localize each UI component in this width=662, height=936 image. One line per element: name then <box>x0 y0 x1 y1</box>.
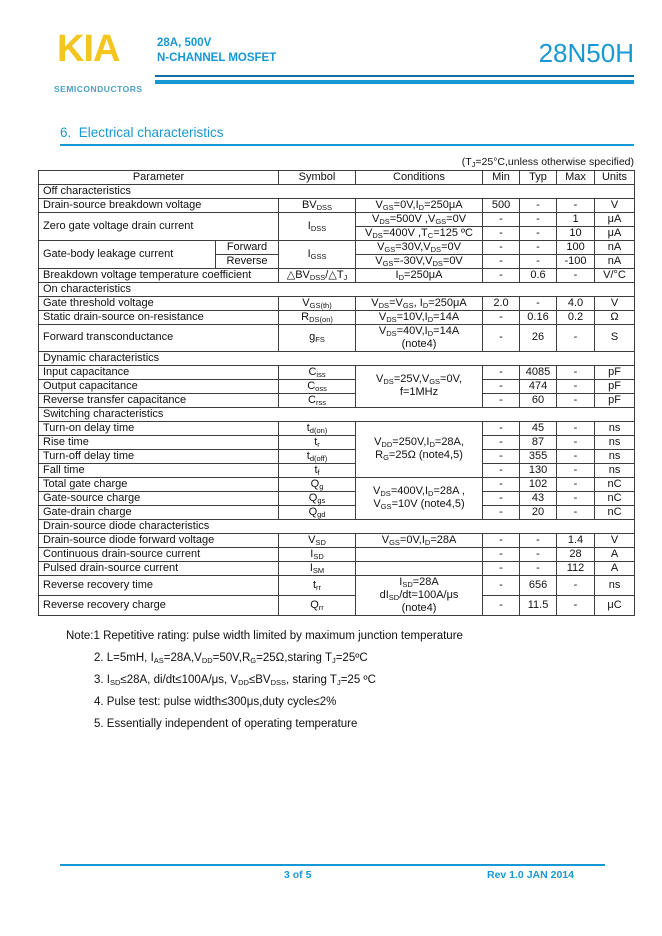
table-cell: - <box>483 595 520 615</box>
table-cell: $V_{GS}=-30V,V_{DS}=0V$ <box>356 255 483 269</box>
table-row <box>39 491 635 505</box>
note-line: 4. Pulse test: pulse width≤300μs,duty cycle≤2% <box>94 696 337 708</box>
table-cell: Drain-source diode forward voltage <box>39 533 279 547</box>
table-cell: 26 <box>520 325 557 352</box>
table-cell: $Q_{gs}$ <box>279 491 356 505</box>
table-cell: $t_{d(off)}$ <box>279 449 356 463</box>
table-cell <box>356 547 483 561</box>
table-cell: nC <box>595 491 635 505</box>
table-cell: nC <box>595 505 635 519</box>
table-cell: $V_{DS}=500V$ $,V_{GS}=0V$ <box>356 213 483 227</box>
table-cell: On characteristics <box>39 283 635 297</box>
table-cell: 10 <box>557 227 595 241</box>
table-cell: Forward transconductance <box>39 325 279 352</box>
note-line: Note:1 Repetitive rating: pulse width limited by maximum junction temperature <box>66 630 463 642</box>
table-cell: $Q_{rr}$ <box>279 595 356 615</box>
table-cell: $Q_{gd}$ <box>279 505 356 519</box>
table-cell: - <box>483 269 520 283</box>
device-rating: 28A, 500V <box>157 37 212 49</box>
table-cell: $I_D=250\mu A$ <box>356 269 483 283</box>
table-cell: Gate-body leakage current <box>39 241 216 269</box>
logo-subtitle: SEMICONDUCTORS <box>54 84 143 94</box>
table-row <box>39 505 635 519</box>
table-cell: Forward <box>216 241 279 255</box>
table-cell: ns <box>595 463 635 477</box>
table-cell: - <box>557 505 595 519</box>
column-header: Parameter <box>39 171 279 185</box>
test-conditions-note: ($T_J=25^\circ C,unless$ otherwise specified) <box>461 156 634 169</box>
part-number: 28N50H <box>538 38 634 68</box>
table-cell: 60 <box>520 393 557 407</box>
table-cell: $V_{GS}=0V,I_D=28A$ <box>356 533 483 547</box>
table-row <box>39 575 635 595</box>
table-cell: 0.6 <box>520 269 557 283</box>
section-title: 6. Electrical characteristics <box>60 125 634 146</box>
table-cell: Gate-source charge <box>39 491 279 505</box>
table-cell: ns <box>595 421 635 435</box>
table-cell: $V_{DS}=10V,I_D=14A$ <box>356 311 483 325</box>
section-row <box>39 519 635 533</box>
note-line: 2. L=5mH, $I_{AS}=28A,V_{DD}=50V,R_G=25\Omega,staring$ $T_J=25ºC$ <box>94 652 368 665</box>
table-cell: 11.5 <box>520 595 557 615</box>
table-cell: Drain-source breakdown voltage <box>39 199 279 213</box>
table-row <box>39 241 635 255</box>
table-cell: pF <box>595 393 635 407</box>
header-rule-thin <box>155 75 634 77</box>
table-cell: - <box>557 269 595 283</box>
table-cell: Pulsed drain-source current <box>39 561 279 575</box>
table-cell: 4.0 <box>557 297 595 311</box>
table-cell: - <box>483 213 520 227</box>
table-cell: Static drain-source on-resistance <box>39 311 279 325</box>
header-rule-thick <box>155 80 634 84</box>
table-cell: 100 <box>557 241 595 255</box>
table-cell: Reverse <box>216 255 279 269</box>
column-header: Min <box>483 171 520 185</box>
table-cell: - <box>557 435 595 449</box>
kia-logo: KIA <box>57 28 120 70</box>
table-cell: - <box>483 325 520 352</box>
table-row <box>39 269 635 283</box>
table-row <box>39 379 635 393</box>
table-cell: - <box>520 547 557 561</box>
table-cell: 20 <box>520 505 557 519</box>
table-cell: - <box>557 491 595 505</box>
table-cell: - <box>557 365 595 379</box>
table-cell: $R_{DS(on)}$ <box>279 311 356 325</box>
table-row <box>39 325 635 352</box>
table-cell: - <box>483 561 520 575</box>
table-cell: - <box>557 463 595 477</box>
table-row <box>39 199 635 213</box>
table-cell: - <box>557 421 595 435</box>
table-cell: pF <box>595 379 635 393</box>
table-cell: V <box>595 199 635 213</box>
table-row <box>39 449 635 463</box>
table-cell: - <box>483 365 520 379</box>
table-cell: Reverse recovery charge <box>39 595 279 615</box>
table-cell: 28 <box>557 547 595 561</box>
table-cell: $V_{DS}=25V,V_{GS}=0V$, f=1MHz <box>356 365 483 407</box>
table-cell: - <box>557 449 595 463</box>
table-cell: $t_f$ <box>279 463 356 477</box>
table-cell: 112 <box>557 561 595 575</box>
table-cell: $\triangle BV_{DSS}/\triangle T_J$ <box>279 269 356 283</box>
table-row <box>39 393 635 407</box>
table-cell: 2.0 <box>483 297 520 311</box>
table-cell: Off characteristics <box>39 185 635 199</box>
table-cell <box>356 561 483 575</box>
table-cell: Rise time <box>39 435 279 449</box>
table-row <box>39 421 635 435</box>
table-cell: Fall time <box>39 463 279 477</box>
table-cell: Switching characteristics <box>39 407 635 421</box>
table-cell: - <box>520 297 557 311</box>
table-header-row <box>39 171 635 185</box>
table-cell: Turn-on delay time <box>39 421 279 435</box>
table-cell: pF <box>595 365 635 379</box>
table-row <box>39 561 635 575</box>
table-cell: ns <box>595 449 635 463</box>
table-cell: Breakdown voltage temperature coefficient <box>39 269 279 283</box>
table-cell: - <box>483 227 520 241</box>
table-cell: - <box>483 393 520 407</box>
table-row <box>39 365 635 379</box>
table-cell: - <box>483 477 520 491</box>
table-cell: nC <box>595 477 635 491</box>
table-cell: 1.4 <box>557 533 595 547</box>
table-cell: - <box>483 255 520 269</box>
table-cell: Reverse recovery time <box>39 575 279 595</box>
table-cell: $g_{FS}$ <box>279 325 356 352</box>
table-cell: $I_{SD}=28A$ $dI_{SD}/dt=100A/\mu s$ (note4) <box>356 575 483 615</box>
table-cell: $Q_g$ <box>279 477 356 491</box>
table-cell: $V_{GS(th)}$ <box>279 297 356 311</box>
column-header: Units <box>595 171 635 185</box>
table-cell: - <box>520 199 557 213</box>
table-cell: - <box>557 477 595 491</box>
table-cell: - <box>483 435 520 449</box>
table-cell: Continuous drain-source current <box>39 547 279 561</box>
table-cell: Input capacitance <box>39 365 279 379</box>
table-cell: $V_{DS}=400V,I_D=28A$ , $V_{GS}=10V$ (note4,5) <box>356 477 483 519</box>
table-cell: - <box>483 575 520 595</box>
table-cell: $C_{iss}$ <box>279 365 356 379</box>
table-row <box>39 477 635 491</box>
table-cell: $V_{GS}=30V,V_{DS}=0V$ <box>356 241 483 255</box>
device-type: N-CHANNEL MOSFET <box>157 52 277 64</box>
table-cell: - <box>483 505 520 519</box>
table-cell: 45 <box>520 421 557 435</box>
section-row <box>39 283 635 297</box>
table-cell: ns <box>595 435 635 449</box>
table-cell: 0.16 <box>520 311 557 325</box>
table-cell: $C_{oss}$ <box>279 379 356 393</box>
table-cell: ns <box>595 575 635 595</box>
page-number: 3 of 5 <box>284 869 312 881</box>
table-row <box>39 595 635 615</box>
table-cell: - <box>483 379 520 393</box>
table-cell: - <box>483 311 520 325</box>
table-cell: Output capacitance <box>39 379 279 393</box>
notes-block <box>66 630 463 740</box>
table-cell: $V_{DS}=V_{GS}$, $I_D=250\mu A$ <box>356 297 483 311</box>
table-cell: $t_r$ <box>279 435 356 449</box>
table-cell: - <box>520 227 557 241</box>
table-cell: 43 <box>520 491 557 505</box>
table-cell: A <box>595 561 635 575</box>
table-cell: Total gate charge <box>39 477 279 491</box>
table-cell: $V_{DS}=40V,I_D=14A$ (note4) <box>356 325 483 352</box>
table-cell: $t_{rr}$ <box>279 575 356 595</box>
table-cell: $BV_{DSS}$ <box>279 199 356 213</box>
footer-rule <box>60 864 605 866</box>
table-cell: - <box>520 255 557 269</box>
table-cell: Ω <box>595 311 635 325</box>
table-cell: $I_{DSS}$ <box>279 213 356 241</box>
table-cell: 500 <box>483 199 520 213</box>
table-cell: - <box>520 241 557 255</box>
table-cell: - <box>557 379 595 393</box>
table-cell: nA <box>595 241 635 255</box>
table-cell: $I_{GSS}$ <box>279 241 356 269</box>
section-row <box>39 407 635 421</box>
table-cell: Zero gate voltage drain current <box>39 213 279 241</box>
table-cell: - <box>520 213 557 227</box>
table-cell: μA <box>595 213 635 227</box>
table-cell: 87 <box>520 435 557 449</box>
table-row <box>39 533 635 547</box>
table-cell: - <box>483 449 520 463</box>
column-header: Max <box>557 171 595 185</box>
table-cell: - <box>483 547 520 561</box>
table-cell: 0.2 <box>557 311 595 325</box>
note-line: 5. Essentially independent of operating temperature <box>94 718 358 730</box>
table-cell: - <box>483 533 520 547</box>
table-cell: $I_{SM}$ <box>279 561 356 575</box>
table-cell: V <box>595 297 635 311</box>
column-header: Typ <box>520 171 557 185</box>
table-cell: $V_{DD}=250V,I_D=28A$, $R_G=25\Omega$ (note4,5) <box>356 421 483 477</box>
table-cell: $C_{rss}$ <box>279 393 356 407</box>
table-cell: Dynamic characteristics <box>39 351 635 365</box>
table-cell: - <box>557 199 595 213</box>
column-header: Symbol <box>279 171 356 185</box>
table-cell: - <box>483 421 520 435</box>
table-cell: μA <box>595 227 635 241</box>
table-cell: 130 <box>520 463 557 477</box>
table-cell: - <box>557 325 595 352</box>
table-cell: V/°C <box>595 269 635 283</box>
table-cell: 656 <box>520 575 557 595</box>
table-cell: A <box>595 547 635 561</box>
table-cell: $t_{d(on)}$ <box>279 421 356 435</box>
table-cell: - <box>557 393 595 407</box>
table-cell: Reverse transfer capacitance <box>39 393 279 407</box>
table-cell: - <box>557 575 595 595</box>
revision-label: Rev 1.0 JAN 2014 <box>487 869 574 881</box>
table-row <box>39 311 635 325</box>
table-cell: 355 <box>520 449 557 463</box>
table-cell: Gate threshold voltage <box>39 297 279 311</box>
table-cell: 474 <box>520 379 557 393</box>
table-cell: S <box>595 325 635 352</box>
table-row <box>39 297 635 311</box>
table-cell: - <box>483 241 520 255</box>
electrical-characteristics-table <box>38 170 635 616</box>
table-cell: $I_{SD}$ <box>279 547 356 561</box>
table-row <box>39 213 635 227</box>
table-cell: $V_{GS}=0V,I_D=250\mu A$ <box>356 199 483 213</box>
section-row <box>39 351 635 365</box>
table-row <box>39 435 635 449</box>
table-cell: -100 <box>557 255 595 269</box>
table-cell: 4085 <box>520 365 557 379</box>
table-cell: 1 <box>557 213 595 227</box>
table-cell: V <box>595 533 635 547</box>
table-cell: μC <box>595 595 635 615</box>
section-row <box>39 185 635 199</box>
table-cell: $V_{DS}=400V$ $,T_C=125$ ºC <box>356 227 483 241</box>
table-body <box>39 171 635 616</box>
table-cell: Drain-source diode characteristics <box>39 519 635 533</box>
table-cell: $V_{SD}$ <box>279 533 356 547</box>
table-cell: nA <box>595 255 635 269</box>
table-cell: Turn-off delay time <box>39 449 279 463</box>
table-cell: - <box>557 595 595 615</box>
note-line: 3. $I_{SD}\le 28A$, di/dt≤100A/μs, $V_{DD}\le BV_{DSS}$, staring $T_J=25$ ºC <box>94 674 376 687</box>
table-row <box>39 463 635 477</box>
table-cell: - <box>520 533 557 547</box>
table-cell: - <box>483 463 520 477</box>
table-cell: - <box>483 491 520 505</box>
table-row <box>39 547 635 561</box>
table-cell: Gate-drain charge <box>39 505 279 519</box>
table-cell: - <box>520 561 557 575</box>
table-cell: 102 <box>520 477 557 491</box>
column-header: Conditions <box>356 171 483 185</box>
